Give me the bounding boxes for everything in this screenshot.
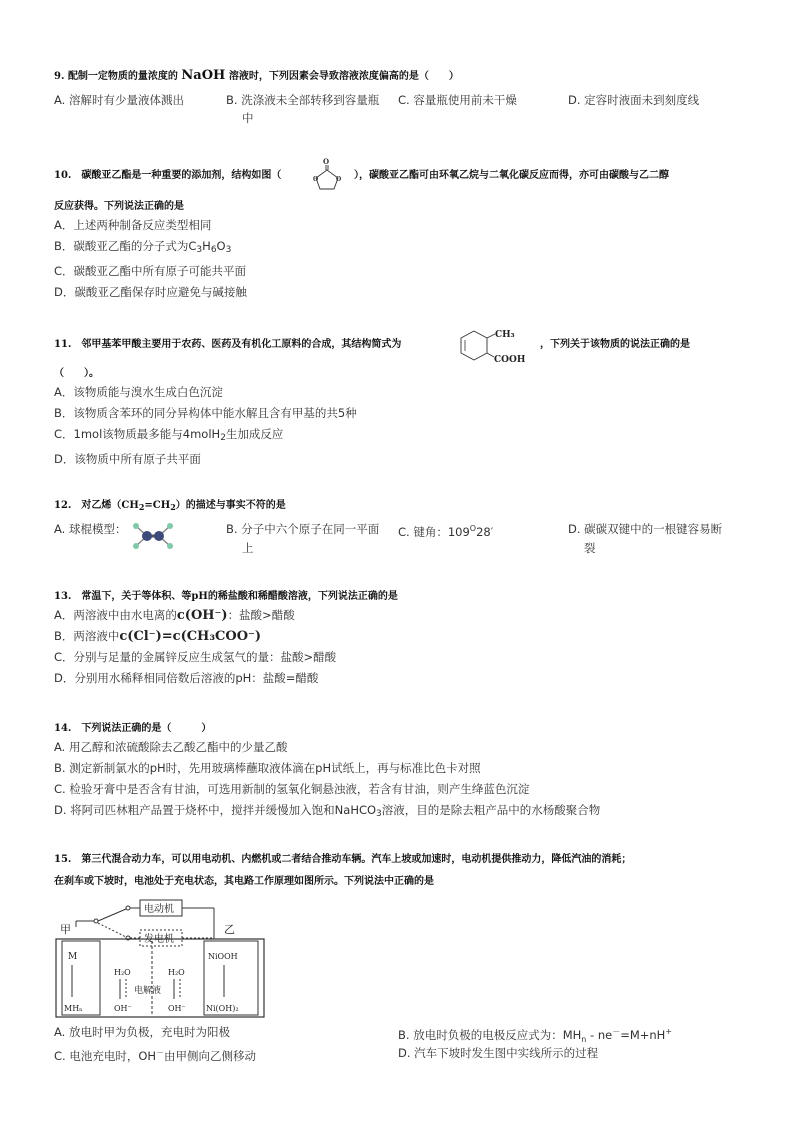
option-d: D. 碳碳双键中的一根键容易断 xyxy=(568,522,723,536)
o-toluic-acid-structure-icon xyxy=(460,325,530,365)
option-b-continued: 中 xyxy=(242,111,254,125)
svg-text:NiOOH: NiOOH xyxy=(208,952,238,961)
svg-text:MHₙ: MHₙ xyxy=(64,1004,83,1013)
svg-text:COOH: COOH xyxy=(494,355,526,365)
ball-stick-model-icon xyxy=(130,521,176,551)
stem-text: 11. 邻甲基苯甲酸主要用于农药、医药及有机化工原料的合成，其结构简式为 xyxy=(54,339,402,350)
question-stem xyxy=(54,156,754,192)
option-a: A. 放电时甲为负极，充电时为阳极 xyxy=(54,1025,230,1039)
yi-label: 乙 xyxy=(224,923,235,936)
option-c: C. 电池充电时，OH－由甲侧向乙侧移动 xyxy=(54,1048,257,1063)
question-stem xyxy=(54,325,754,365)
option-b-continued: 上 xyxy=(242,541,254,555)
option-d: D. 定容时液面未到刻度线 xyxy=(568,93,700,107)
question-11 xyxy=(54,325,754,470)
question-15 xyxy=(54,852,754,890)
svg-text:O: O xyxy=(336,176,342,183)
option-b: B．该物质含苯环的同分异构体中能水解且含有甲基的共5种 xyxy=(54,406,357,420)
option-d: D．该物质中所有原子共平面 xyxy=(54,452,201,466)
svg-text:OH⁻: OH⁻ xyxy=(168,1004,186,1013)
option-d: D．分别用水稀释相同倍数后溶液的pH：盐酸=醋酸 xyxy=(54,671,319,685)
question-12 xyxy=(54,498,754,565)
ethylene-carbonate-structure-icon xyxy=(308,156,344,194)
option-c: C. 容量瓶使用前未干燥 xyxy=(398,93,517,107)
option-b: B. 放电时负极的电极反应式为：$MH_n - ne^-=M+nH^+$ xyxy=(398,1027,673,1045)
svg-text:O: O xyxy=(313,176,319,183)
stem-text: 10. 碳酸亚乙酯是一种重要的添加剂，结构如图（ xyxy=(54,170,282,181)
stem-text: 溶液时，下列因素会导致溶液浓度偏高的是（ ） xyxy=(228,71,459,82)
option-d: D. 汽车下坡时发生图中实线所示的过程 xyxy=(398,1046,599,1060)
svg-text:M: M xyxy=(68,952,78,962)
question-stem: 13. 常温下，关于等体积、等pH的稀盐酸和稀醋酸溶液，下列说法正确的是 xyxy=(54,591,398,602)
option-b: B. 分子中六个原子在同一平面 xyxy=(226,522,380,536)
stem-text: ，下列关于该物质的说法正确的是 xyxy=(540,339,690,350)
option-a: A. 用乙醇和浓硫酸除去乙酸乙酯中的少量乙酸 xyxy=(54,740,288,754)
option-c: C．碳酸亚乙酯中所有原子可能共平面 xyxy=(54,264,247,278)
question-stem: 14. 下列说法正确的是（ ） xyxy=(54,723,212,734)
jia-label: 甲 xyxy=(60,923,71,936)
svg-text:Ni(OH)₂: Ni(OH)₂ xyxy=(206,1004,239,1013)
question-10 xyxy=(54,156,754,303)
option-d: D．碳酸亚乙酯保存时应避免与碱接触 xyxy=(54,285,247,299)
question-9 xyxy=(54,68,754,130)
electrolyte-label: 电解液 xyxy=(134,986,162,996)
option-c: C．分别与足量的金属锌反应生成氢气的量：盐酸>醋酸 xyxy=(54,650,337,664)
option-b: B．两溶液中c(Cl⁻)=c(CH₃COO⁻) xyxy=(54,629,262,644)
option-d: D. 将阿司匹林粗产品置于烧杯中，搅拌并缓慢加入饱和NaHCO3溶液，目的是除去粗产品中的水杨酸聚合物 xyxy=(54,803,601,819)
motor-label: 电动机 xyxy=(144,904,174,915)
option-b: B．碳酸亚乙酯的分子式为C3H6O3 xyxy=(54,239,232,255)
option-a: A．两溶液中由水电离的c(OH⁻)：盐酸>醋酸 xyxy=(54,608,295,623)
svg-text:CH₃: CH₃ xyxy=(495,330,515,340)
generator-label: 发电机 xyxy=(144,934,174,945)
svg-text:H₂O: H₂O xyxy=(114,968,131,977)
option-d-continued: 裂 xyxy=(584,541,596,555)
question-number: 9. xyxy=(54,71,65,82)
question-stem xyxy=(54,68,754,85)
svg-text:O: O xyxy=(323,157,330,166)
stem-text: 配制一定物质的量浓度的 xyxy=(67,71,178,82)
option-b: B. 测定新制氯水的pH时，先用玻璃棒蘸取液体滴在pH试纸上，再与标准比色卡对照 xyxy=(54,761,481,775)
battery-circuit-diagram xyxy=(54,893,274,1019)
option-c: C. 键角：$109^O28'$ xyxy=(398,524,494,539)
question-13 xyxy=(54,589,754,689)
option-c: C．1mol该物质最多能与4molH2生加成反应 xyxy=(54,427,284,443)
option-a: A．该物质能与溴水生成白色沉淀 xyxy=(54,385,223,399)
option-a: A. 球棍模型： xyxy=(54,522,127,536)
svg-text:OH⁻: OH⁻ xyxy=(114,1004,132,1013)
option-a: A．上述两种制备反应类型相同 xyxy=(54,218,212,232)
stem-text: ），碳酸亚乙酯可由环氧乙烷与二氧化碳反应而得，亦可由碳酸与乙二醇 xyxy=(354,170,669,181)
option-c: C. 检验牙膏中是否含有甘油，可选用新制的氢氧化铜悬浊液，若含有甘油，则产生绛蓝色沉淀 xyxy=(54,782,530,796)
stem-text: （ ）。 xyxy=(54,368,99,379)
svg-text:H₂O: H₂O xyxy=(168,968,185,977)
question-stem: 12. 对乙烯$(CH_2=CH_2)$的描述与事实不符的是 xyxy=(54,500,286,512)
question-stem: 在刹车或下坡时，电池处于充电状态，其电路工作原理如图所示。下列说法中正确的是 xyxy=(54,876,434,887)
option-a: A. 溶解时有少量液体溅出 xyxy=(54,93,184,107)
option-b: B. 洗涤液未全部转移到容量瓶 xyxy=(226,93,380,107)
stem-text: 反应获得。下列说法正确的是 xyxy=(54,201,184,212)
question-stem: 15. 第三代混合动力车，可以用电动机、内燃机或二者结合推动车辆。汽车上坡或加速时，电动机提供推动力，降低汽油的消耗； xyxy=(54,854,632,865)
formula: NaOH xyxy=(181,68,226,83)
question-15-options xyxy=(54,1022,754,1064)
question-14 xyxy=(54,721,754,825)
